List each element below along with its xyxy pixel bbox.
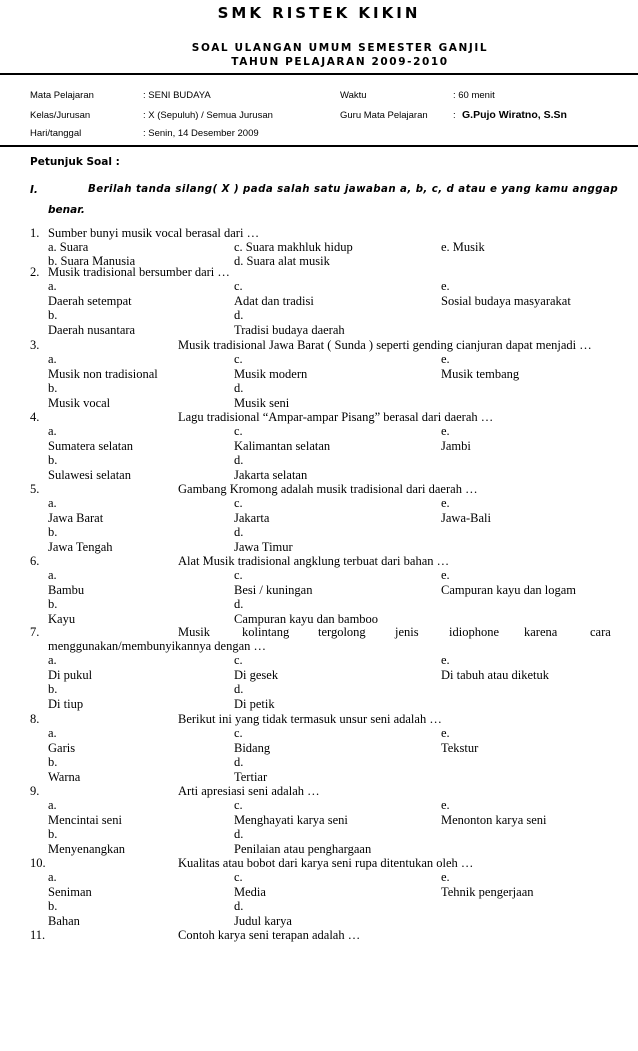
option-e-letter: e. — [441, 568, 450, 582]
question-text: Musik tradisional bersumber dari … — [48, 265, 230, 279]
question-number: 1. — [30, 226, 40, 240]
option-d-letter: d. — [234, 597, 244, 611]
option-c-letter: c. — [234, 279, 243, 293]
question-number: 8. — [30, 712, 40, 726]
option-a: a. Suara — [48, 240, 89, 254]
option-b-letter: b. — [48, 381, 58, 395]
option-d: Tertiar — [234, 769, 268, 784]
option-c: Menghayati karya seni — [234, 812, 348, 827]
question-text-continued: menggunakan/membunyikannya dengan … — [48, 639, 266, 653]
section-number: I. — [30, 184, 38, 196]
option-e: Sosial budaya masyarakat — [441, 293, 571, 308]
option-c-letter: c. — [234, 798, 243, 812]
option-c-letter: c. — [234, 653, 243, 667]
option-b: Jawa Tengah — [48, 539, 113, 554]
option-c: Jakarta — [234, 510, 270, 525]
option-d: Musik seni — [234, 395, 290, 410]
option-c: Bidang — [234, 740, 271, 755]
option-e: Menonton karya seni — [441, 812, 547, 827]
option-a-letter: a. — [48, 279, 57, 293]
option-b: Di tiup — [48, 696, 84, 711]
option-a: Mencintai seni — [48, 812, 122, 827]
option-a-letter: a. — [48, 352, 57, 366]
option-a-letter: a. — [48, 798, 57, 812]
option-a: Garis — [48, 740, 76, 755]
option-d: Penilaian atau penghargaan — [234, 841, 372, 856]
teacher-name: G.Pujo Wiratno, S.Sn — [462, 109, 567, 121]
question-text: Kualitas atau bobot dari karya seni rupa ditentukan oleh … — [178, 856, 474, 870]
question-number: 11. — [30, 928, 46, 942]
option-a-letter: a. — [48, 870, 57, 884]
option-b-letter: b. — [48, 597, 58, 611]
option-a-letter: a. — [48, 653, 57, 667]
question-number: 5. — [30, 482, 40, 496]
option-b: Bahan — [48, 913, 80, 928]
question-number: 3. — [30, 338, 40, 352]
question-text-word: tergolong — [318, 625, 366, 639]
option-d-letter: d. — [234, 308, 244, 322]
date-value: : Senin, 14 Desember 2009 — [143, 128, 259, 139]
option-a-letter: a. — [48, 496, 57, 510]
header-rule-top — [0, 73, 638, 75]
question-text-word: kolintang — [242, 625, 290, 639]
time-label: Waktu — [340, 90, 367, 101]
option-d-letter: d. — [234, 899, 244, 913]
option-e: Tehnik pengerjaan — [441, 884, 534, 899]
option-e-letter: e. — [441, 352, 450, 366]
academic-year: TAHUN PELAJARAN 2009-2010 — [231, 56, 449, 68]
time-value: : 60 menit — [453, 90, 495, 101]
option-d-letter: d. — [234, 755, 244, 769]
question-text-word: cara — [590, 625, 611, 639]
option-d-letter: d. — [234, 525, 244, 539]
question-number: 9. — [30, 784, 40, 798]
question-text: Musik tradisional Jawa Barat ( Sunda ) seperti gending cianjuran dapat menjadi … — [178, 338, 592, 352]
option-e: Musik tembang — [441, 366, 520, 381]
option-e-letter: e. — [441, 279, 450, 293]
option-b-letter: b. — [48, 525, 58, 539]
option-c: Media — [234, 884, 266, 899]
exam-title: SOAL ULANGAN UMUM SEMESTER GANJIL — [191, 42, 489, 54]
question-text: Sumber bunyi musik vocal berasal dari … — [48, 226, 260, 240]
option-c: Besi / kuningan — [234, 582, 313, 597]
class-label: Kelas/Jurusan — [30, 110, 91, 121]
option-d: Jawa Timur — [234, 539, 293, 554]
option-b-letter: b. — [48, 827, 58, 841]
option-c: c. Suara makhluk hidup — [234, 240, 353, 254]
option-e: e. Musik — [441, 240, 485, 254]
option-d: Campuran kayu dan bamboo — [234, 611, 379, 626]
option-e-letter: e. — [441, 496, 450, 510]
option-b-letter: b. — [48, 308, 58, 322]
option-a-letter: a. — [48, 726, 57, 740]
question-number: 6. — [30, 554, 40, 568]
class-value: : X (Sepuluh) / Semua Jurusan — [143, 110, 273, 121]
option-c: Kalimantan selatan — [234, 438, 331, 453]
option-d: Di petik — [234, 696, 275, 711]
option-c: Di gesek — [234, 667, 279, 682]
subject-value: : SENI BUDAYA — [143, 90, 211, 101]
option-e-letter: e. — [441, 653, 450, 667]
option-a: Seniman — [48, 884, 92, 899]
option-e: Jambi — [441, 438, 471, 453]
option-e-letter: e. — [441, 870, 450, 884]
question-number: 10. — [30, 856, 46, 870]
option-c-letter: c. — [234, 424, 243, 438]
option-b-letter: b. — [48, 682, 58, 696]
option-e-letter: e. — [441, 726, 450, 740]
option-a: Jawa Barat — [48, 510, 104, 525]
option-c-letter: c. — [234, 870, 243, 884]
option-b: Sulawesi selatan — [48, 467, 131, 482]
option-b: Musik vocal — [48, 395, 111, 410]
instructions-line-1: Berilah tanda silang( X ) pada salah satu jawaban a, b, c, d atau e yang kamu anggap — [88, 184, 619, 195]
option-c-letter: c. — [234, 496, 243, 510]
question-text-word: karena — [524, 625, 558, 639]
option-b: b. Suara Manusia — [48, 254, 136, 268]
teacher-label: Guru Mata Pelajaran — [340, 110, 428, 121]
option-c: Musik modern — [234, 366, 308, 381]
option-a-letter: a. — [48, 424, 57, 438]
option-d: Jakarta selatan — [234, 467, 308, 482]
school-name: SMK RISTEK KIKIN — [217, 4, 421, 22]
option-b: Kayu — [48, 611, 76, 626]
question-text: Arti apresiasi seni adalah … — [178, 784, 320, 798]
option-e: Di tabuh atau diketuk — [441, 667, 549, 682]
option-b-letter: b. — [48, 755, 58, 769]
option-e-letter: e. — [441, 798, 450, 812]
option-d-letter: d. — [234, 453, 244, 467]
option-a: Bambu — [48, 582, 85, 597]
teacher-colon: : — [453, 110, 456, 121]
question-text-word: jenis — [395, 625, 419, 639]
option-a: Musik non tradisional — [48, 366, 158, 381]
question-number: 4. — [30, 410, 40, 424]
option-e: Campuran kayu dan logam — [441, 582, 577, 597]
header-rule-bottom — [0, 145, 638, 147]
option-c-letter: c. — [234, 352, 243, 366]
subject-label: Mata Pelajaran — [30, 90, 94, 101]
date-label: Hari/tanggal — [30, 128, 82, 139]
option-d-letter: d. — [234, 381, 244, 395]
instructions-line-2: benar. — [48, 204, 85, 216]
question-text-word: Musik — [178, 625, 210, 639]
option-a: Di pukul — [48, 667, 93, 682]
question-text: Alat Musik tradisional angklung terbuat dari bahan … — [178, 554, 450, 568]
instructions-title: Petunjuk Soal : — [30, 156, 120, 168]
question-text: Berikut ini yang tidak termasuk unsur seni adalah … — [178, 712, 442, 726]
option-c: Adat dan tradisi — [234, 293, 314, 308]
option-e: Tekstur — [441, 740, 479, 755]
option-d: Tradisi budaya daerah — [234, 322, 345, 337]
option-d: Judul karya — [234, 913, 292, 928]
question-number: 7. — [30, 625, 40, 639]
option-a: Sumatera selatan — [48, 438, 134, 453]
question-text: Gambang Kromong adalah musik tradisional dari daerah … — [178, 482, 478, 496]
question-text-word: idiophone — [449, 625, 499, 639]
option-b: Menyenangkan — [48, 841, 126, 856]
option-d: d. Suara alat musik — [234, 254, 330, 268]
question-text: Lagu tradisional “Ampar-ampar Pisang” berasal dari daerah … — [178, 410, 494, 424]
option-b: Warna — [48, 769, 81, 784]
option-c-letter: c. — [234, 726, 243, 740]
option-a: Daerah setempat — [48, 293, 132, 308]
option-d-letter: d. — [234, 682, 244, 696]
option-b-letter: b. — [48, 453, 58, 467]
question-text: Contoh karya seni terapan adalah … — [178, 928, 361, 942]
option-e: Jawa-Bali — [441, 510, 491, 525]
option-b: Daerah nusantara — [48, 322, 136, 337]
option-c-letter: c. — [234, 568, 243, 582]
option-d-letter: d. — [234, 827, 244, 841]
option-b-letter: b. — [48, 899, 58, 913]
question-number: 2. — [30, 265, 40, 279]
option-e-letter: e. — [441, 424, 450, 438]
option-a-letter: a. — [48, 568, 57, 582]
